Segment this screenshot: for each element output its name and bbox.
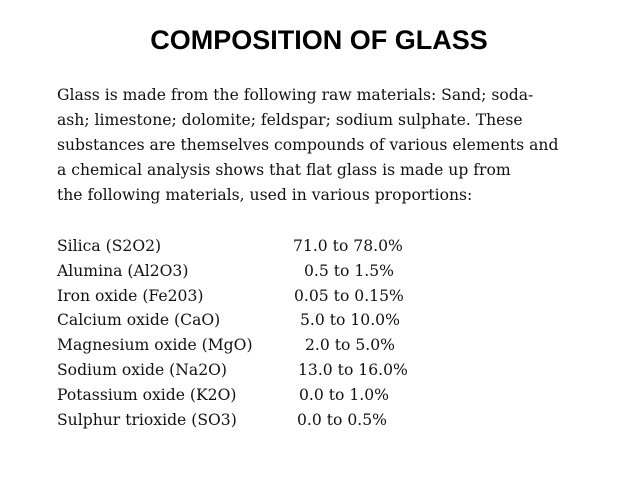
material-name: Iron oxide (Fe203) [57, 286, 204, 305]
material-range: 71.0 to 78.0% [293, 237, 403, 255]
intro-line: substances are themselves compounds of various elements and [57, 136, 559, 154]
intro-line: the following materials, used in various proportions: [57, 186, 473, 204]
material-range: 0.0 to 1.0% [299, 385, 389, 404]
intro-line: ash; limestone; dolomite; feldspar; sodium sulphate. These [57, 111, 523, 129]
intro-line: Glass is made from the following raw materials: Sand; soda- [57, 86, 534, 104]
material-row [57, 358, 617, 383]
material-row [57, 383, 617, 408]
material-name: Calcium oxide (CaO) [57, 311, 221, 330]
material-range: 2.0 to 5.0% [305, 336, 395, 355]
material-row [57, 284, 617, 309]
slide-title: COMPOSITION OF GLASS [150, 25, 488, 55]
material-range: 13.0 to 16.0% [298, 360, 408, 379]
material-range: 5.0 to 10.0% [300, 311, 400, 330]
composition-list [57, 234, 617, 432]
material-row [57, 408, 617, 433]
material-name: Sodium oxide (Na2O) [57, 360, 227, 379]
material-range: 0.05 to 0.15% [294, 286, 404, 305]
intro-paragraph [57, 83, 617, 208]
material-name: Potassium oxide (K2O) [57, 385, 237, 404]
material-range: 0.5 to 1.5% [304, 261, 394, 280]
material-row [57, 308, 617, 333]
material-name: Magnesium oxide (MgO) [57, 336, 253, 355]
material-row [57, 259, 617, 284]
material-name: Alumina (Al2O3) [57, 261, 189, 280]
intro-line: a chemical analysis shows that flat glass is made up from [57, 161, 511, 179]
material-range: 0.0 to 0.5% [297, 410, 387, 429]
material-row [57, 333, 617, 358]
material-row [57, 234, 617, 259]
material-name: Sulphur trioxide (SO3) [57, 410, 237, 429]
material-name: Silica (S2O2) [57, 237, 162, 255]
